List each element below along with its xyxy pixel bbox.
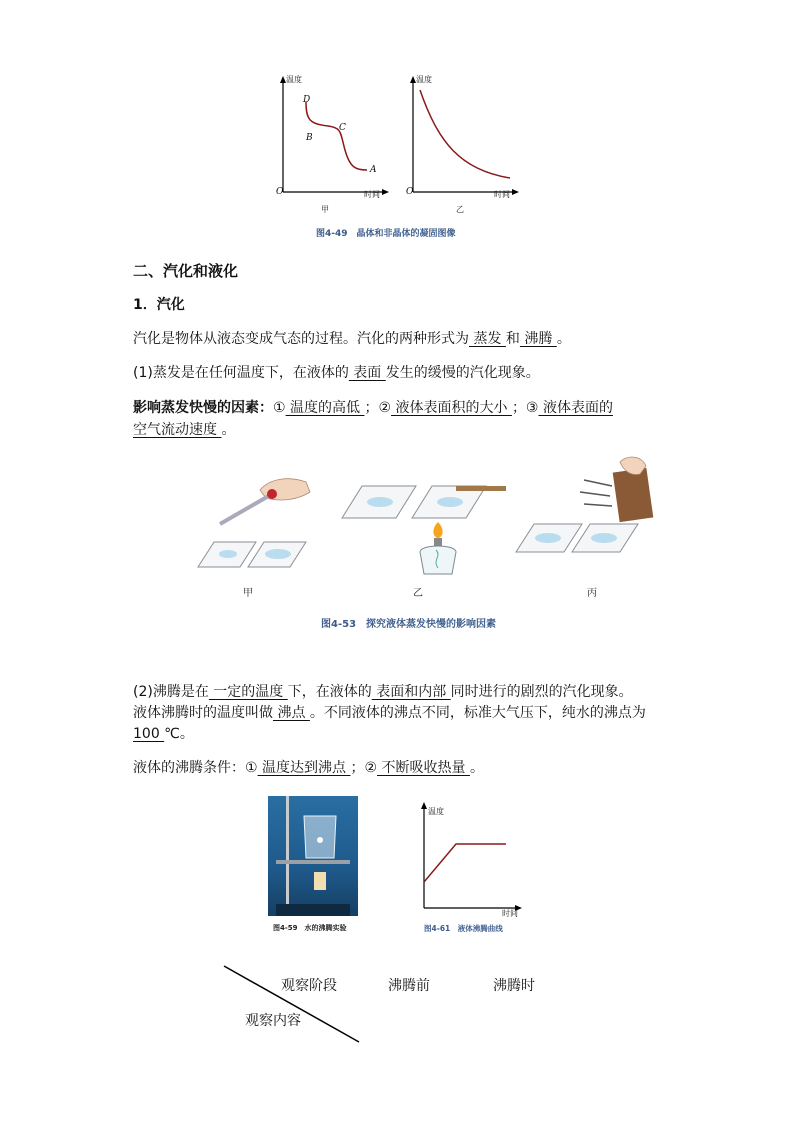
- glass-slides-yi: [342, 486, 506, 518]
- alcohol-burner: [420, 522, 456, 574]
- fig49-right-origin: O: [406, 187, 414, 197]
- paragraph-boiling-conditions: 液体的沸腾条件：① 温度达到沸点 ；② 不断吸收热量 。: [133, 760, 484, 776]
- fig61-caption: 图4-61 液体沸腾曲线: [424, 924, 503, 933]
- point-d-label: D: [303, 95, 311, 105]
- boiling-curve-line: [424, 844, 506, 882]
- fig61-ylabel: 温度: [428, 807, 444, 816]
- boiling-curve-chart: [414, 800, 529, 918]
- point-b-label: B: [306, 133, 313, 143]
- fig53-label-yi: 乙: [413, 588, 423, 599]
- paragraph-boiling-1: (2)沸腾是在 一定的温度 下，在液体的 表面和内部 同时进行的剧烈的汽化现象。: [133, 684, 633, 700]
- fig49-left-sublabel: 甲: [321, 205, 329, 214]
- fig61-xlabel: 时间: [502, 909, 518, 918]
- fig49-right-ylabel: 温度: [416, 75, 432, 84]
- table-corner-content: 观察内容: [245, 1013, 301, 1029]
- fig49-left-ylabel: 温度: [286, 75, 302, 84]
- fig59-caption: 图4-59 水的沸腾实验: [273, 924, 347, 932]
- point-a-label: A: [370, 165, 377, 175]
- paragraph-factors: 影响蒸发快慢的因素：① 温度的高低 ；② 液体表面积的大小 ；③ 液体表面的: [133, 400, 613, 416]
- paragraph-evaporation: (1)蒸发是在任何温度下，在液体的 表面 发生的缓慢的汽化现象。: [133, 365, 540, 381]
- figure-caption: 图4-49 晶体和非晶体的凝固图像: [316, 229, 456, 239]
- fig49-right-xlabel: 时间: [494, 190, 510, 199]
- table-col-during-boiling: 沸腾时: [493, 978, 535, 994]
- dropper-hand: [220, 479, 310, 524]
- fig49-left-origin: O: [276, 187, 284, 197]
- paragraph-boiling-3: 100 ℃。: [133, 726, 194, 742]
- fan-card: [580, 457, 653, 522]
- table-col-before-boiling: 沸腾前: [388, 978, 430, 994]
- fig53-caption: 图4-53 探究液体蒸发快慢的影响因素: [321, 619, 497, 630]
- glass-slides-jia: [198, 542, 306, 567]
- table-corner-stage: 观察阶段: [281, 978, 337, 994]
- boiling-experiment-photo: [268, 796, 358, 916]
- fig53-label-bing: 丙: [587, 588, 597, 599]
- figure-4-53-illustration: [180, 452, 660, 582]
- paragraph-factors-cont: 空气流动速度 。: [133, 422, 236, 438]
- section-heading: 二、汽化和液化: [133, 262, 239, 280]
- paragraph-vaporization: 汽化是物体从液态变成气态的过程。汽化的两种形式为 蒸发 和 沸腾 。: [133, 331, 571, 347]
- glass-slides-bing: [516, 524, 638, 552]
- fig49-right-sublabel: 乙: [456, 205, 464, 214]
- paragraph-boiling-2: 液体沸腾时的温度叫做 沸点 。不同液体的沸点不同，标准大气压下，纯水的沸点为: [133, 705, 646, 721]
- subsection-heading: 1．汽化: [133, 297, 185, 313]
- crystal-solidification-curve: [306, 102, 367, 170]
- fig49-left-xlabel: 时间: [364, 190, 380, 199]
- amorphous-solidification-curve: [420, 90, 510, 178]
- point-c-label: C: [339, 123, 346, 133]
- fig53-label-jia: 甲: [243, 588, 253, 599]
